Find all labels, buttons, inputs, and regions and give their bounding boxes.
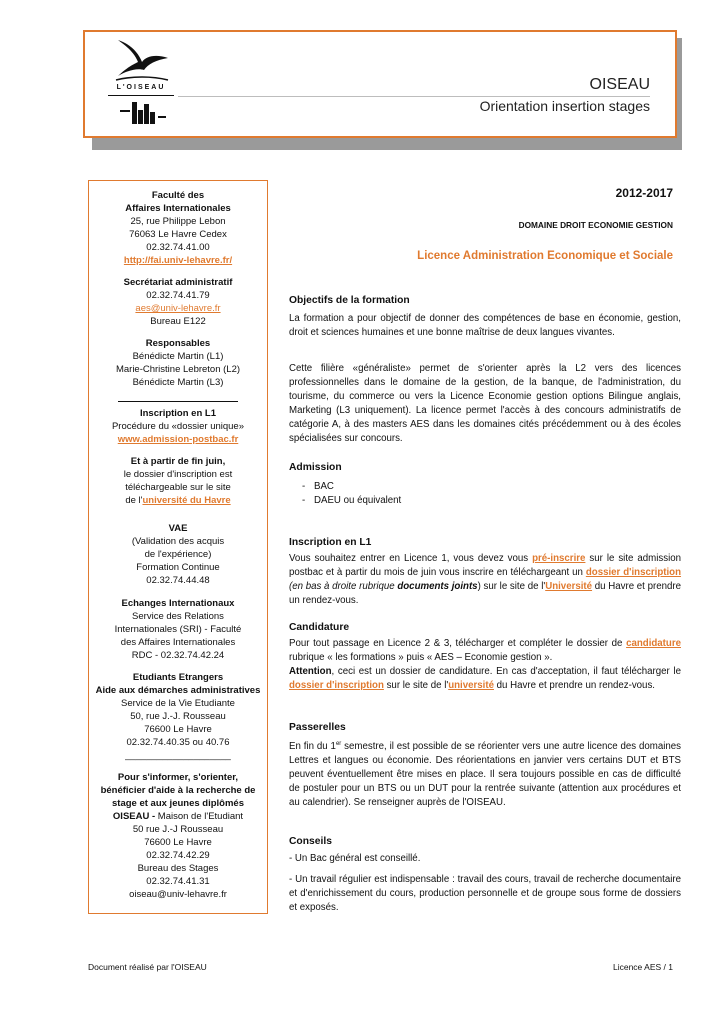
- informer-line8: Bureau des Stages: [137, 863, 219, 874]
- conseils-paragraph2: - Un travail régulier est indispensable : travail des cours, travail de recherche documentaire et d'enrichissement du cours, production personnelle et de groupe sous forme de dossiers et exposés.: [289, 874, 681, 913]
- candidature-text5: du Havre et prendre un rendez-vous.: [493, 680, 655, 691]
- header-title: OISEAU: [589, 76, 650, 93]
- licence-title: Licence Administration Economique et Sociale: [417, 250, 673, 262]
- etudiants-title2: Aide aux démarches administratives: [95, 685, 261, 696]
- candidature-text3: , ceci est un dossier de candidature. En cas d'acceptation, il faut télécharger le: [331, 666, 681, 677]
- inscription-paragraph: [289, 552, 681, 608]
- etudiants-line4: 02.32.74.40.35 ou 40.76: [126, 737, 230, 748]
- juin-line1: le dossier d'inscription est: [123, 469, 233, 480]
- informer-line7: 02.32.74.42.29: [146, 850, 210, 861]
- etudiants-line3: 76600 Le Havre: [144, 724, 212, 735]
- echanges-title: Echanges Internationaux: [121, 598, 235, 609]
- year-range: 2012-2017: [615, 186, 673, 200]
- informer-line4-rest: Maison de l'Etudiant: [155, 811, 244, 822]
- admission-list: [302, 480, 602, 508]
- candidature-attention: Attention: [289, 666, 332, 677]
- footer-page-number: Licence AES / 1: [612, 962, 673, 972]
- pre-inscrire-link[interactable]: pré-inscrire: [532, 553, 586, 564]
- inscription-documents-joints: documents joints: [397, 581, 478, 592]
- inscription-text2: sur le site admission postbac et à partir du mois de juin vous inscrire en téléchargeant un: [289, 553, 681, 578]
- candidature-universite-link[interactable]: université: [448, 680, 494, 691]
- faculty-address2: 76063 Le Havre Cedex: [129, 229, 227, 240]
- passerelles-text2: semestre, il est possible de se réorienter vers une autre licence des domaines Lettres et langues ou économie. Des réorientations en janvier vers certains DUT et BTS peuvent éventuellement être mises en place. Il sera toujours possible en cas de difficulté de postuler pour un BTS ou un DUT pour la rentrée suivante (attention aux procédures et au calendrier). Se renseigner auprès de l'OISEAU.: [289, 741, 681, 809]
- passerelles-heading: Passerelles: [289, 722, 346, 733]
- echanges-line3: des Affaires Internationales: [120, 637, 236, 648]
- logo-divider: [108, 95, 174, 96]
- informer-line10: oiseau@univ-lehavre.fr: [129, 889, 227, 900]
- admission-heading: Admission: [289, 462, 342, 473]
- secretariat-phone: 02.32.74.41.79: [146, 290, 210, 301]
- informer-line1: Pour s'informer, s'orienter,: [117, 772, 239, 783]
- informer-line4-bold: OISEAU -: [112, 811, 156, 822]
- dossier-inscription-link[interactable]: dossier d'inscription: [585, 567, 682, 578]
- faculty-line1: Faculté des: [151, 190, 205, 201]
- domain-label: DOMAINE DROIT ECONOMIE GESTION: [518, 220, 673, 230]
- vae-line1: (Validation des acquis: [131, 536, 225, 547]
- responsables-title: Responsables: [145, 338, 211, 349]
- sidebar-inscription-title: Inscription en L1: [139, 408, 216, 419]
- sidebar-separator: [118, 401, 238, 402]
- logo-text: L'OISEAU: [116, 84, 166, 91]
- candidature-text2: rubrique « les formations » puis « AES – Economie gestion ».: [289, 652, 553, 663]
- candidature-paragraph: [289, 637, 681, 693]
- informer-line2: bénéficier d'aide à la recherche de: [100, 785, 256, 796]
- echanges-line1: Service des Relations: [132, 611, 224, 622]
- university-logo-icon: [118, 100, 168, 126]
- inscription-text1: Vous souhaitez entrer en Licence 1, vous devez vous: [289, 553, 533, 564]
- admission-item: - BAC: [302, 480, 602, 494]
- passerelles-paragraph: [289, 737, 681, 810]
- vae-title: VAE: [168, 523, 188, 534]
- informer-line9: 02.32.74.41.31: [146, 876, 210, 887]
- vae-phone: 02.32.74.44.48: [146, 575, 210, 586]
- faculty-line2: Affaires Internationales: [125, 203, 231, 214]
- admission-item: - DAEU ou équivalent: [302, 494, 602, 508]
- juin-line3: [88, 494, 268, 507]
- informer-line5: 50 rue J.-J Rousseau: [132, 824, 224, 835]
- faculty-address1: 25, rue Philippe Lebon: [130, 216, 226, 227]
- informer-line6: 76600 Le Havre: [144, 837, 212, 848]
- universite-du-havre-link[interactable]: université du Havre: [142, 495, 231, 506]
- faculty-phone: 02.32.74.41.00: [146, 242, 210, 253]
- objectifs-heading: Objectifs de la formation: [289, 295, 410, 306]
- candidature-link[interactable]: candidature: [626, 638, 681, 649]
- etudiants-line2: 50, rue J.-J. Rousseau: [130, 711, 226, 722]
- responsable-l3: Bénédicte Martin (L3): [132, 377, 224, 388]
- informer-line3: stage et aux jeunes diplômés: [112, 798, 244, 809]
- vae-line3: Formation Continue: [136, 562, 220, 573]
- etudiants-line1: Service de la Vie Etudiante: [121, 698, 235, 709]
- inscription-text3: (en bas à droite rubrique: [289, 581, 398, 592]
- responsable-l2: Marie-Christine Lebreton (L2): [115, 364, 241, 375]
- secretariat-office: Bureau E122: [150, 316, 206, 327]
- faculty-website-link[interactable]: http://fai.univ-lehavre.fr/: [123, 255, 233, 266]
- oiseau-bird-logo-icon: [112, 38, 170, 84]
- echanges-line2: Internationales (SRI) - Faculté: [114, 624, 242, 635]
- candidature-heading: Candidature: [289, 622, 350, 633]
- inscription-text4: ) sur le site de l': [477, 581, 546, 592]
- etudiants-line5: ____________________: [125, 750, 231, 761]
- candidature-dossier-inscription-link[interactable]: dossier d'inscription: [289, 680, 384, 691]
- echanges-line4: RDC - 02.32.74.42.24: [131, 650, 225, 661]
- admission-postbac-link[interactable]: www.admission-postbac.fr: [117, 434, 239, 445]
- universite-link[interactable]: Université: [545, 581, 593, 592]
- inscription-heading: Inscription en L1: [289, 537, 372, 548]
- header-subtitle: Orientation insertion stages: [479, 98, 650, 114]
- vae-line2: de l'expérience): [144, 549, 212, 560]
- candidature-text1: Pour tout passage en Licence 2 & 3, télécharger et compléter le dossier de: [289, 638, 627, 649]
- footer-credit: Document réalisé par l'OISEAU: [88, 962, 207, 972]
- secretariat-title: Secrétariat administratif: [123, 277, 233, 288]
- conseils-heading: Conseils: [289, 836, 332, 847]
- juin-title: Et à partir de fin juin,: [130, 456, 226, 467]
- inscription-text5: du Havre et prendre un rendez-vous.: [289, 581, 681, 606]
- etudiants-title1: Etudiants Etrangers: [132, 672, 224, 683]
- juin-line3-prefix: de l': [125, 495, 143, 506]
- sidebar-inscription-text: Procédure du «dossier unique»: [111, 421, 245, 432]
- objectifs-paragraph2: Cette filière «généraliste» permet de s'orienter après la L2 vers des licences professionnelles dans le domaine de la gestion, de la banque, de l'administration, du tourisme, du commerce ou vers la Licence Economie gestion options Bilingue anglais, Marketing (L3 uniquement). La licence permet l'accès à des concours administratifs de catégorie A, à des masters AES dans les domaines cités précédemment ou à des écoles spécialisées sur concours.: [289, 363, 681, 444]
- candidature-text4: sur le site de l': [383, 680, 449, 691]
- objectifs-paragraph1: La formation a pour objectif de donner des compétences de base en économie, gestion, droit et sciences humaines et une bonne maîtrise de deux langues vivantes.: [289, 313, 681, 338]
- responsable-l1: Bénédicte Martin (L1): [132, 351, 224, 362]
- passerelles-text1: En fin du 1: [289, 741, 336, 753]
- juin-line2: téléchargeable sur le site: [125, 482, 231, 493]
- header-rule: [178, 96, 650, 97]
- informer-line4: [88, 810, 268, 823]
- passerelles-sup: er: [335, 741, 342, 747]
- secretariat-email-link[interactable]: aes@univ-lehavre.fr: [135, 303, 221, 314]
- conseils-paragraph1: - Un Bac général est conseillé.: [289, 853, 421, 864]
